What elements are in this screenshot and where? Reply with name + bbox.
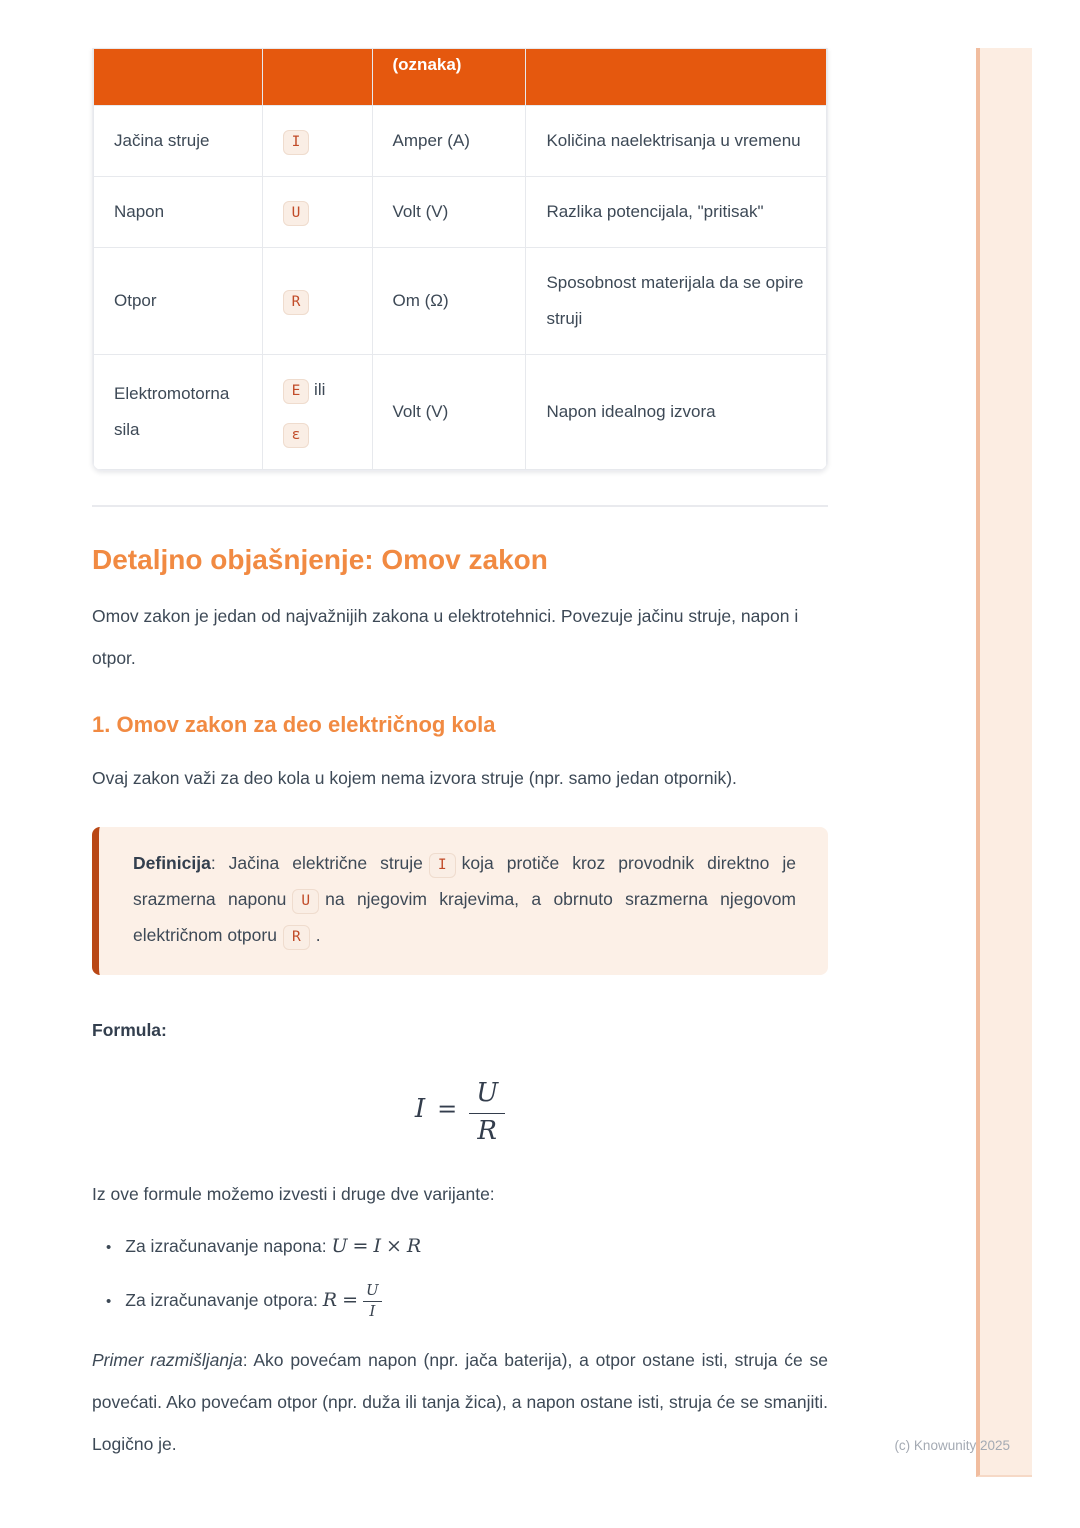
voltage-formula: U = I × R xyxy=(331,1234,422,1257)
header-cell-velicina xyxy=(94,49,263,106)
header-cell-jedinica-oznaka xyxy=(372,49,526,106)
symbol-chip-inline: U xyxy=(292,889,319,914)
symbol-chip: E xyxy=(283,379,310,404)
symbol-chip-alt: ε xyxy=(283,423,310,448)
header-oznaka-label: (oznaka) xyxy=(392,55,462,74)
table-row xyxy=(94,106,827,177)
cell-description: Razlika potencijala, "pritisak" xyxy=(526,177,827,248)
quantities-table-grid xyxy=(93,48,827,470)
definition-callout xyxy=(92,827,828,975)
section-title: Detaljno objašnjenje: Omov zakon xyxy=(92,544,548,575)
list-item: • Za izračunavanje otpora: R = $\frac{U}{I}$ xyxy=(106,1279,828,1323)
section-divider xyxy=(92,505,828,507)
cell-symbol xyxy=(262,106,372,177)
cell-unit: Volt (V) xyxy=(372,177,526,248)
example-label: Primer razmišljanja xyxy=(92,1349,243,1370)
bullet-icon: • xyxy=(106,1292,112,1310)
variants-intro: Iz ove formule možemo izvesti i druge dve varijante: xyxy=(92,1183,495,1204)
symbol-conjunction: ili xyxy=(314,380,326,399)
intro-paragraph: Omov zakon je jedan od najvažnijih zakona u elektrotehnici. Povezuje jačinu struje, napon i otpor. xyxy=(92,606,799,668)
cell-quantity-name: Elektromotorna sila xyxy=(94,355,263,470)
cell-symbol xyxy=(262,355,372,470)
definition-text: Definicija: Jačina električne struje I koja protiče kroz provodnik direktno je srazmerna naponu U na njegovim krajevima, a obrnuto srazmerna njegovom električnom otporu R . xyxy=(133,845,796,953)
fraction-denominator: R xyxy=(477,1115,497,1146)
subsection-title: 1. Omov zakon za deo električnog kola xyxy=(92,712,496,737)
table-row xyxy=(94,355,827,470)
subsection-paragraph: Ovaj zakon važi za deo kola u kojem nema izvora struje (npr. samo jedan otpornik). xyxy=(92,768,737,788)
cell-unit: Volt (V) xyxy=(372,355,526,470)
header-cell-simbol xyxy=(262,49,372,106)
table-header-row xyxy=(94,49,827,106)
cell-description: Količina naelektrisanja u vremenu xyxy=(526,106,827,177)
resistance-formula: R = $\frac{U}{I}$ xyxy=(323,1289,382,1311)
symbol-chip: R xyxy=(283,290,310,315)
cell-quantity-name: Otpor xyxy=(94,248,263,355)
symbol-chip: I xyxy=(283,130,310,155)
page-edge-strip xyxy=(976,48,1032,1477)
cell-symbol xyxy=(262,248,372,355)
header-cell-opis xyxy=(526,49,827,106)
example-paragraph: Primer razmišljanja: Ako povećam napon (npr. jača baterija), a otpor ostane isti, struja će se povećati. Ako povećam otpor (npr. duža ili tanja žica), a napon ostane isti, struja će se smanjiti. Logično je. xyxy=(92,1349,828,1454)
equation-equals: = xyxy=(437,1095,458,1124)
cell-description: Sposobnost materijala da se opire struji xyxy=(526,248,827,355)
symbol-chip-inline: R xyxy=(283,925,310,950)
cell-unit: Amper (A) xyxy=(372,106,526,177)
fraction-numerator: U xyxy=(469,1079,505,1114)
equation-lhs: I xyxy=(414,1094,426,1125)
table-row xyxy=(94,248,827,355)
cell-quantity-name: Napon xyxy=(94,177,263,248)
definition-label: Definicija xyxy=(133,853,211,873)
quantities-table xyxy=(92,48,828,471)
content-column xyxy=(92,0,828,1465)
variants-list xyxy=(92,1225,828,1323)
symbol-chip: U xyxy=(283,201,310,226)
bullet-icon: • xyxy=(106,1238,112,1256)
equation-fraction xyxy=(469,1079,505,1147)
ohms-law-equation xyxy=(92,1079,828,1147)
formula-label: Formula: xyxy=(92,1020,167,1040)
symbol-line-1 xyxy=(283,372,352,408)
cell-unit: Om (Ω) xyxy=(372,248,526,355)
cell-quantity-name: Jačina struje xyxy=(94,106,263,177)
cell-description: Napon idealnog izvora xyxy=(526,355,827,470)
small-fraction: $\frac{U}{I}$ xyxy=(363,1282,382,1319)
table-row xyxy=(94,177,827,248)
list-item: • Za izračunavanje napona: U = I × R xyxy=(106,1225,828,1269)
cell-symbol xyxy=(262,177,372,248)
symbol-line-2 xyxy=(283,416,352,452)
copyright-footer: (c) Knowunity 2025 xyxy=(894,1438,1010,1453)
symbol-chip-inline: I xyxy=(429,853,456,878)
